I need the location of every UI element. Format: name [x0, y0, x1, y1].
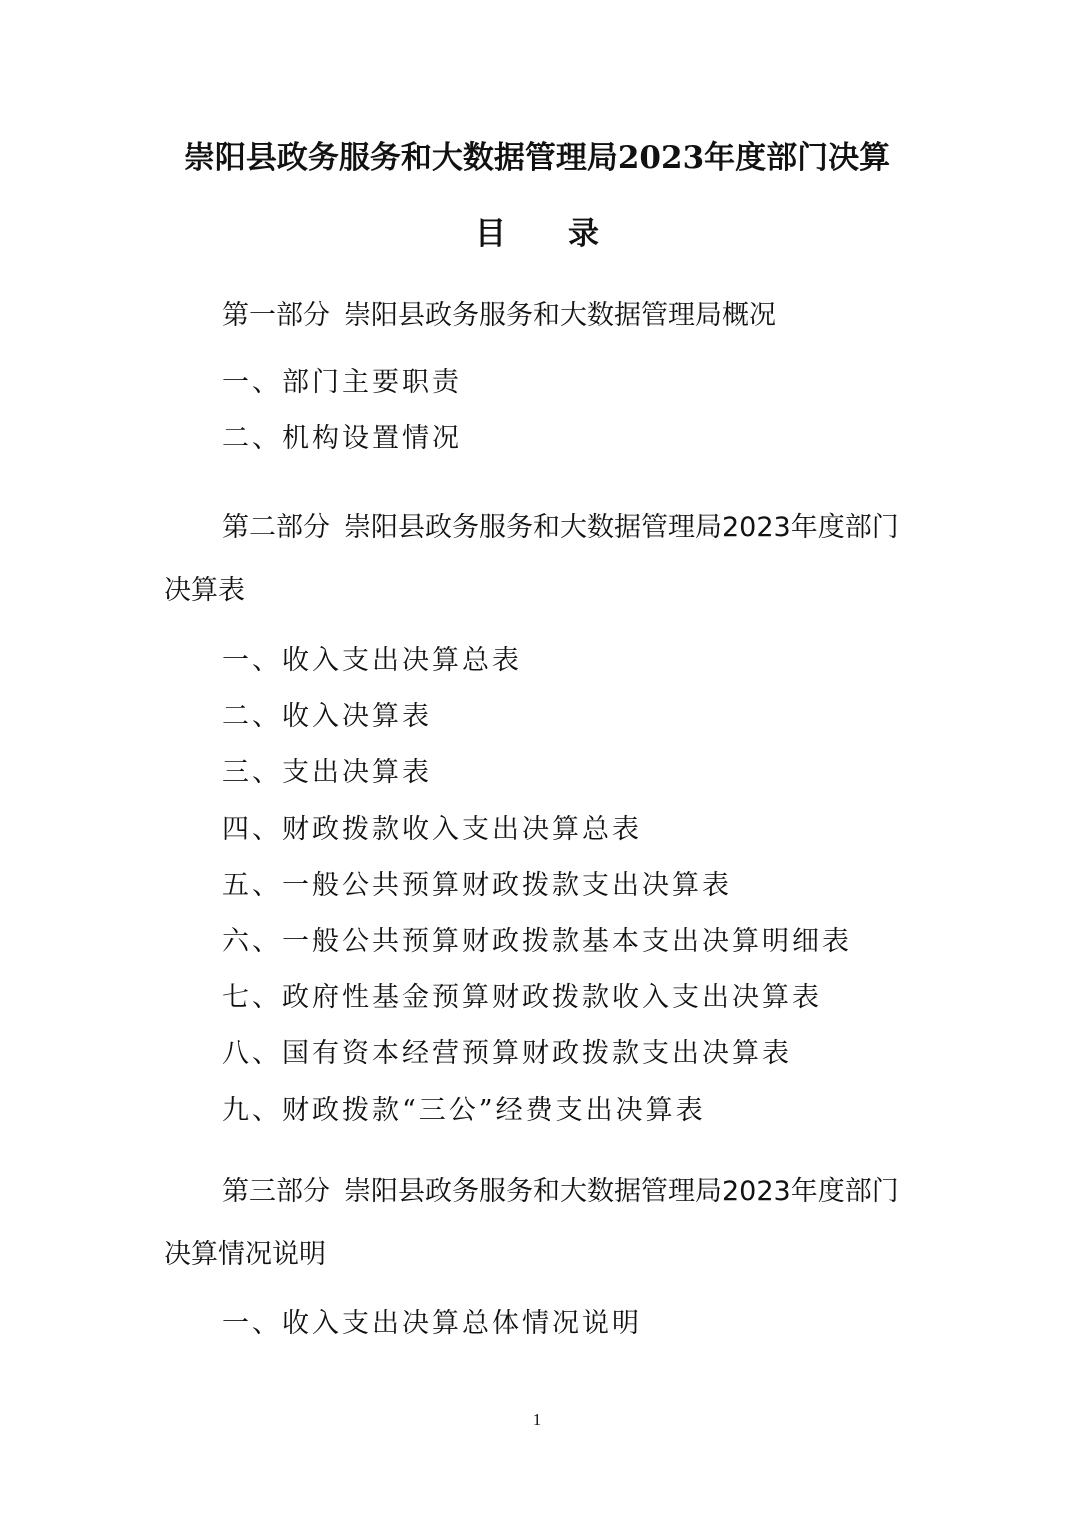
part-1-item-1: 一、部门主要职责 [222, 367, 462, 398]
part-2-item-8: 八、国有资本经营预算财政拨款支出决算表 [222, 1038, 792, 1069]
part-1-item-2: 二、机构设置情况 [222, 423, 462, 454]
part-2-item-2: 二、收入决算表 [222, 701, 432, 732]
part-3-heading [164, 1160, 924, 1286]
toc-heading [0, 212, 1074, 256]
part-1-text: 崇阳县政务服务和大数据管理局概况 [344, 300, 776, 331]
part-2-heading [164, 496, 924, 622]
part-2-label: 第二部分 [222, 512, 330, 543]
part-3-text: 崇阳县政务服务和大数据管理局2023年度部门决算情况说明 [164, 1176, 899, 1270]
part-2-item-1: 一、收入支出决算总表 [222, 645, 522, 676]
part-2-item-3: 三、支出决算表 [222, 757, 432, 788]
toc-heading-char-2: 录 [568, 216, 599, 252]
part-1-heading [164, 284, 924, 347]
part-2-text: 崇阳县政务服务和大数据管理局2023年度部门决算表 [164, 512, 899, 606]
part-2-item-6: 六、一般公共预算财政拨款基本支出决算明细表 [222, 926, 852, 957]
document-title: 崇阳县政务服务和大数据管理局2023年度部门决算 [183, 140, 891, 176]
part-2-item-4: 四、财政拨款收入支出决算总表 [222, 814, 642, 845]
toc-heading-char-1: 目 [475, 216, 506, 252]
part-1-label: 第一部分 [222, 300, 330, 331]
part-2-item-7: 七、政府性基金预算财政拨款收入支出决算表 [222, 982, 822, 1013]
part-2-item-5: 五、一般公共预算财政拨款支出决算表 [222, 870, 732, 901]
page-number: 1 [532, 1410, 542, 1429]
part-3-item-1: 一、收入支出决算总体情况说明 [222, 1308, 642, 1339]
part-3-label: 第三部分 [222, 1176, 330, 1207]
part-2-item-9: 九、财政拨款“三公”经费支出决算表 [222, 1095, 706, 1126]
